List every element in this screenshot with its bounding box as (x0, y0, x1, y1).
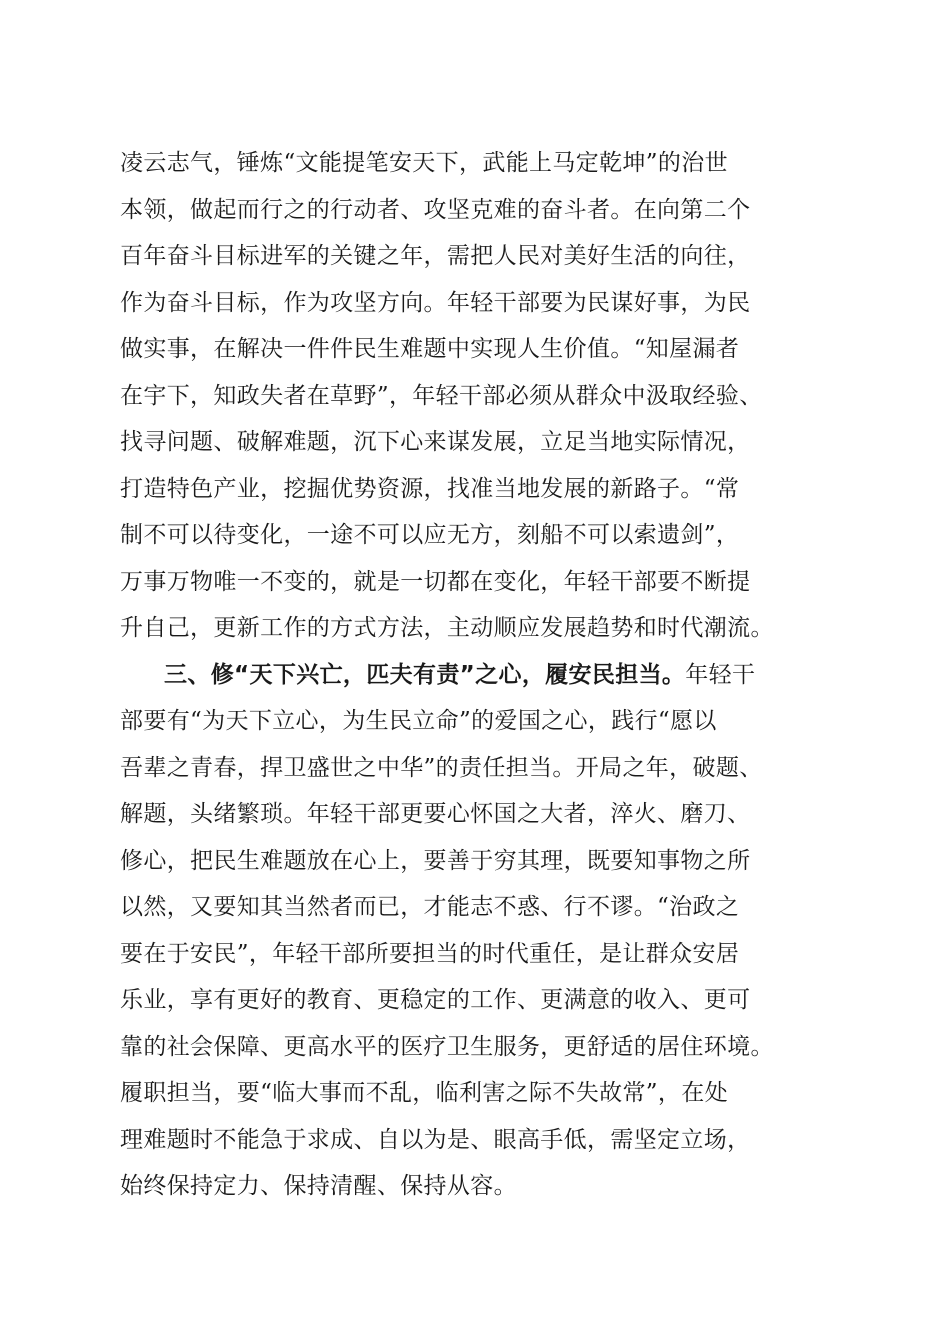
paragraph-line: 始终保持定力、保持清醒、保持从容。 (120, 1173, 517, 1199)
paragraph-line-rest: 年轻干 (685, 662, 756, 688)
paragraph-line: 理难题时不能急于求成、自以为是、眼高手低，需坚定立场， (120, 1127, 751, 1153)
paragraph-line: 凌云志气，锤炼“文能提笔安天下，武能上马定乾坤”的治世 (120, 150, 728, 176)
section-heading-line (164, 660, 755, 690)
paragraph-line: 百年奋斗目标进军的关键之年，需把人民对美好生活的向往， (120, 243, 751, 269)
paragraph-line: 做实事，在解决一件件民生难题中实现人生价值。“知屋漏者 (120, 336, 740, 362)
paragraph-line: 本领，做起而行之的行动者、攻坚克难的奋斗者。在向第二个 (120, 197, 751, 223)
paragraph-line: 履职担当，要“临大事而不乱，临利害之际不失故常”，在处 (120, 1080, 728, 1106)
paragraph-line: 靠的社会保障、更高水平的医疗卫生服务，更舒适的居住环境。 (120, 1034, 774, 1060)
paragraph-line: 升自己，更新工作的方式方法，主动顺应发展趋势和时代潮流。 (120, 615, 774, 641)
section-heading: 三、修“天下兴亡，匹夫有责”之心，履安民担当。 (164, 662, 686, 688)
paragraph-line: 修心，把民生难题放在心上，要善于穷其理，既要知事物之所 (120, 848, 751, 874)
paragraph-line: 找寻问题、破解难题，沉下心来谋发展，立足当地实际情况， (120, 429, 751, 455)
paragraph-line: 要在于安民”，年轻干部所要担当的时代重任，是让群众安居 (120, 941, 740, 967)
paragraph-line: 部要有“为天下立心，为生民立命”的爱国之心，践行“愿以 (120, 708, 717, 734)
paragraph-line: 以然，又要知其当然者而已，才能志不惑、行不谬。“治政之 (120, 894, 740, 920)
paragraph-line: 打造特色产业，挖掘优势资源，找准当地发展的新路子。“常 (120, 476, 740, 502)
paragraph-line: 吾辈之青春，捍卫盛世之中华”的责任担当。开局之年，破题、 (120, 755, 763, 781)
paragraph-line: 在宇下，知政失者在草野”，年轻干部必须从群众中汲取经验、 (120, 383, 763, 409)
paragraph-line: 作为奋斗目标，作为攻坚方向。年轻干部要为民谋好事，为民 (120, 290, 751, 316)
paragraph-line: 乐业，享有更好的教育、更稳定的工作、更满意的收入、更可 (120, 987, 751, 1013)
paragraph-line: 制不可以待变化，一途不可以应无方，刻船不可以索遗剑”， (120, 522, 740, 548)
paragraph-line: 万事万物唯一不变的，就是一切都在变化，年轻干部要不断提 (120, 569, 751, 595)
paragraph-line: 解题，头绪繁琐。年轻干部更要心怀国之大者，淬火、磨刀、 (120, 801, 751, 827)
